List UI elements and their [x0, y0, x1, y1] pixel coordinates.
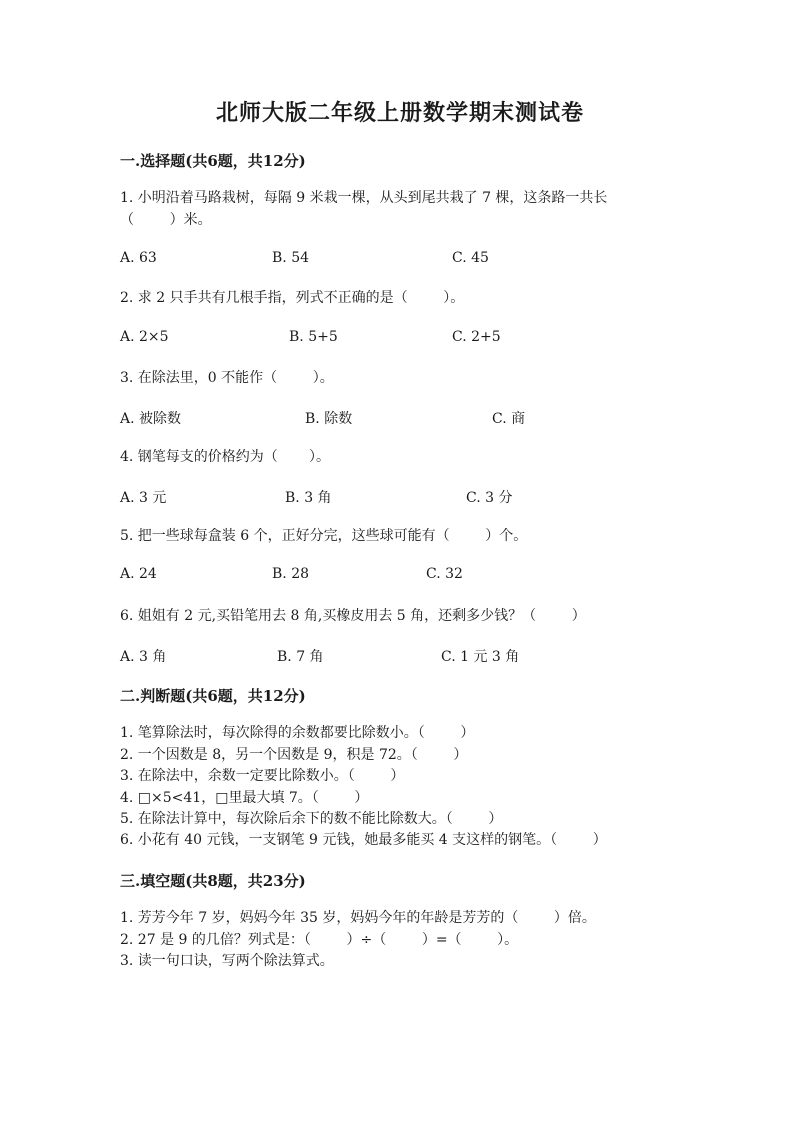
- question-2-text: 2. 求 2 只手共有几根手指，列式不正确的是（ ）。: [120, 290, 465, 306]
- question-5-option-c: C. 32: [426, 566, 463, 582]
- question-1-text: 1. 小明沿着马路栽树，每隔 9 米栽一棵，从头到尾共栽了 7 棵，这条路一共长: [120, 190, 608, 206]
- question-4-option-c: C. 3 分: [466, 490, 513, 506]
- section-heading-choice: 一.选择题(共6题，共12分): [120, 152, 306, 170]
- question-6-option-a: A. 3 角: [120, 649, 167, 665]
- question-6-text: 6. 姐姐有 2 元,买铅笔用去 8 角,买橡皮用去 5 角，还剩多少钱？（ ）: [120, 608, 586, 624]
- question-5-text: 5. 把一些球每盒装 6 个，正好分完，这些球可能有（ ）个。: [120, 528, 528, 544]
- fill-item-3: 3. 读一句口诀，写两个除法算式。: [120, 953, 334, 969]
- question-2-option-c: C. 2+5: [452, 329, 501, 345]
- question-2-option-b: B. 5+5: [289, 329, 338, 345]
- question-3-option-c: C. 商: [492, 411, 526, 427]
- question-5-option-a: A. 24: [120, 566, 157, 582]
- section-heading-judge: 二.判断题(共6题，共12分): [120, 687, 306, 705]
- fill-item-2: 2. 27 是 9 的几倍？列式是：（ ）÷（ ）=（ ）。: [120, 932, 519, 948]
- question-5-option-b: B. 28: [272, 566, 310, 582]
- fill-item-1: 1. 芳芳今年 7 岁，妈妈今年 35 岁，妈妈今年的年龄是芳芳的（ ）倍。: [120, 910, 596, 926]
- question-3-option-a: A. 被除数: [120, 411, 182, 427]
- judge-item-2: 2. 一个因数是 8，另一个因数是 9，积是 72。（ ）: [120, 747, 468, 763]
- question-2-option-a: A. 2×5: [120, 329, 169, 345]
- judge-item-3: 3. 在除法中，余数一定要比除数小。（ ）: [120, 768, 405, 784]
- question-1-text-cont: （ ）米。: [120, 212, 212, 228]
- page-title: 北师大版二年级上册数学期末测试卷: [215, 100, 584, 126]
- judge-item-1: 1. 笔算除法时，每次除得的余数都要比除数小。（ ）: [120, 725, 475, 741]
- question-1-option-c: C. 45: [452, 250, 489, 266]
- judge-item-5: 5. 在除法计算中，每次除后余下的数不能比除数大。（ ）: [120, 811, 503, 827]
- judge-item-4: 4. □×5<41，□里最大填 7。（ ）: [120, 790, 369, 806]
- question-3-text: 3. 在除法里，0 不能作（ ）。: [120, 370, 334, 386]
- question-3-option-b: B. 除数: [305, 411, 353, 427]
- judge-item-6: 6. 小花有 40 元钱，一支钢笔 9 元钱，她最多能买 4 支这样的钢笔。（ ）: [120, 832, 607, 848]
- section-heading-fill: 三.填空题(共8题，共23分): [120, 872, 306, 890]
- question-4-text: 4. 钢笔每支的价格约为（ ）。: [120, 449, 330, 465]
- question-1-option-b: B. 54: [272, 250, 310, 266]
- question-6-option-c: C. 1 元 3 角: [441, 649, 520, 665]
- question-4-option-b: B. 3 角: [285, 490, 332, 506]
- question-6-option-b: B. 7 角: [277, 649, 324, 665]
- question-1-option-a: A. 63: [120, 250, 157, 266]
- question-4-option-a: A. 3 元: [120, 490, 167, 506]
